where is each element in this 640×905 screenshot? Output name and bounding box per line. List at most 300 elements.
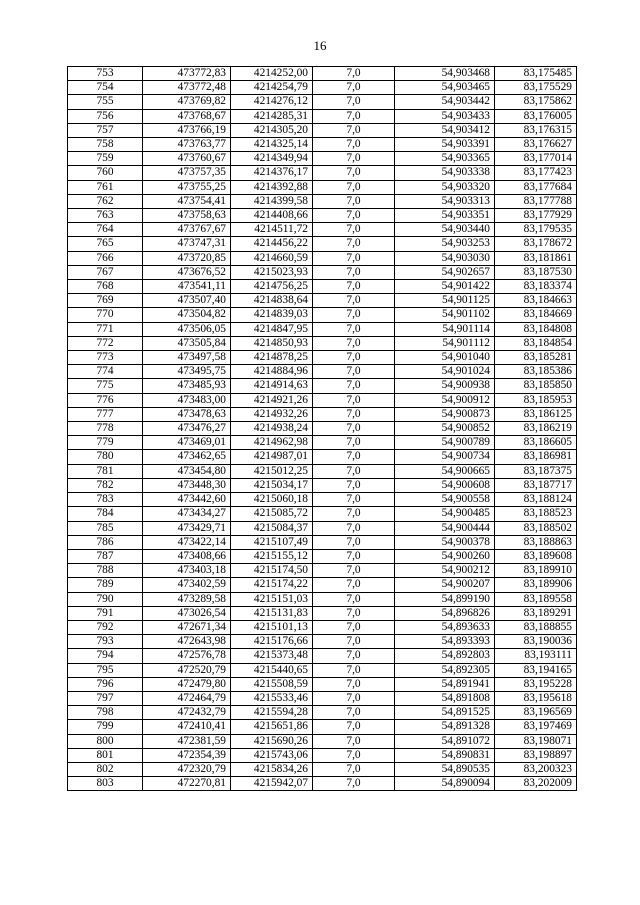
table-row	[68, 478, 577, 492]
latitude-cell: 54,890831	[395, 748, 495, 762]
height-cell: 7,0	[313, 691, 395, 705]
x-coordinate-cell: 473402,59	[143, 578, 231, 592]
y-coordinate-cell: 4215101,13	[231, 620, 313, 634]
height-cell: 7,0	[313, 748, 395, 762]
x-coordinate-cell: 473772,48	[143, 81, 231, 95]
longitude-cell: 83,181861	[495, 251, 577, 265]
table-row	[68, 578, 577, 592]
height-cell: 7,0	[313, 81, 395, 95]
page-number: 16	[313, 38, 327, 53]
x-coordinate-cell: 473676,52	[143, 265, 231, 279]
x-coordinate-cell: 472270,81	[143, 777, 231, 791]
y-coordinate-cell: 4214962,98	[231, 436, 313, 450]
y-coordinate-cell: 4215084,37	[231, 521, 313, 535]
y-coordinate-cell: 4215151,03	[231, 592, 313, 606]
table-row	[68, 95, 577, 109]
longitude-cell: 83,186125	[495, 407, 577, 421]
x-coordinate-cell: 473289,58	[143, 592, 231, 606]
longitude-cell: 83,184854	[495, 336, 577, 350]
height-cell: 7,0	[313, 152, 395, 166]
height-cell: 7,0	[313, 379, 395, 393]
longitude-cell: 83,188855	[495, 620, 577, 634]
longitude-cell: 83,197469	[495, 720, 577, 734]
longitude-cell: 83,195228	[495, 677, 577, 691]
x-coordinate-cell: 473505,84	[143, 336, 231, 350]
table-row	[68, 762, 577, 776]
longitude-cell: 83,189558	[495, 592, 577, 606]
x-coordinate-cell: 473429,71	[143, 521, 231, 535]
table-row	[68, 706, 577, 720]
latitude-cell: 54,893393	[395, 635, 495, 649]
point-number-cell: 754	[68, 81, 143, 95]
table-row	[68, 493, 577, 507]
table-row	[68, 336, 577, 350]
height-cell: 7,0	[313, 336, 395, 350]
point-number-cell: 755	[68, 95, 143, 109]
latitude-cell: 54,900665	[395, 464, 495, 478]
longitude-cell: 83,184669	[495, 308, 577, 322]
x-coordinate-cell: 473767,67	[143, 223, 231, 237]
x-coordinate-cell: 472381,59	[143, 734, 231, 748]
point-number-cell: 772	[68, 336, 143, 350]
table-row	[68, 606, 577, 620]
latitude-cell: 54,900734	[395, 450, 495, 464]
x-coordinate-cell: 472671,34	[143, 620, 231, 634]
table-row	[68, 109, 577, 123]
table-row	[68, 521, 577, 535]
y-coordinate-cell: 4215012,25	[231, 464, 313, 478]
point-number-cell: 781	[68, 464, 143, 478]
point-number-cell: 777	[68, 407, 143, 421]
x-coordinate-cell: 473504,82	[143, 308, 231, 322]
x-coordinate-cell: 472464,79	[143, 691, 231, 705]
x-coordinate-cell: 473448,30	[143, 478, 231, 492]
table-row	[68, 393, 577, 407]
y-coordinate-cell: 4214285,31	[231, 109, 313, 123]
point-number-cell: 788	[68, 564, 143, 578]
height-cell: 7,0	[313, 109, 395, 123]
y-coordinate-cell: 4214252,00	[231, 67, 313, 81]
y-coordinate-cell: 4214660,59	[231, 251, 313, 265]
height-cell: 7,0	[313, 535, 395, 549]
x-coordinate-cell: 473763,77	[143, 138, 231, 152]
table-row	[68, 81, 577, 95]
point-number-cell: 778	[68, 422, 143, 436]
height-cell: 7,0	[313, 649, 395, 663]
y-coordinate-cell: 4215440,65	[231, 663, 313, 677]
x-coordinate-cell: 472320,79	[143, 762, 231, 776]
x-coordinate-cell: 473478,63	[143, 407, 231, 421]
table-row	[68, 464, 577, 478]
height-cell: 7,0	[313, 677, 395, 691]
x-coordinate-cell: 473747,31	[143, 237, 231, 251]
height-cell: 7,0	[313, 294, 395, 308]
y-coordinate-cell: 4214838,64	[231, 294, 313, 308]
x-coordinate-cell: 473766,19	[143, 123, 231, 137]
x-coordinate-cell: 473495,75	[143, 365, 231, 379]
table-row	[68, 180, 577, 194]
x-coordinate-cell: 473483,00	[143, 393, 231, 407]
x-coordinate-cell: 473476,27	[143, 422, 231, 436]
y-coordinate-cell: 4215743,06	[231, 748, 313, 762]
x-coordinate-cell: 473454,80	[143, 464, 231, 478]
table-row	[68, 549, 577, 563]
table-row	[68, 209, 577, 223]
latitude-cell: 54,890094	[395, 777, 495, 791]
y-coordinate-cell: 4214839,03	[231, 308, 313, 322]
table-row	[68, 251, 577, 265]
point-number-cell: 791	[68, 606, 143, 620]
x-coordinate-cell: 473754,41	[143, 194, 231, 208]
height-cell: 7,0	[313, 251, 395, 265]
latitude-cell: 54,903365	[395, 152, 495, 166]
height-cell: 7,0	[313, 138, 395, 152]
y-coordinate-cell: 4214938,24	[231, 422, 313, 436]
height-cell: 7,0	[313, 265, 395, 279]
height-cell: 7,0	[313, 507, 395, 521]
point-number-cell: 792	[68, 620, 143, 634]
x-coordinate-cell: 473422,14	[143, 535, 231, 549]
coordinates-table-body	[68, 67, 577, 791]
longitude-cell: 83,178672	[495, 237, 577, 251]
height-cell: 7,0	[313, 578, 395, 592]
latitude-cell: 54,900212	[395, 564, 495, 578]
point-number-cell: 790	[68, 592, 143, 606]
point-number-cell: 767	[68, 265, 143, 279]
y-coordinate-cell: 4215023,93	[231, 265, 313, 279]
latitude-cell: 54,903253	[395, 237, 495, 251]
longitude-cell: 83,183374	[495, 280, 577, 294]
longitude-cell: 83,189608	[495, 549, 577, 563]
x-coordinate-cell: 473442,60	[143, 493, 231, 507]
latitude-cell: 54,896826	[395, 606, 495, 620]
x-coordinate-cell: 473403,18	[143, 564, 231, 578]
x-coordinate-cell: 473026,54	[143, 606, 231, 620]
longitude-cell: 83,175529	[495, 81, 577, 95]
height-cell: 7,0	[313, 777, 395, 791]
y-coordinate-cell: 4215651,86	[231, 720, 313, 734]
point-number-cell: 776	[68, 393, 143, 407]
height-cell: 7,0	[313, 223, 395, 237]
point-number-cell: 794	[68, 649, 143, 663]
longitude-cell: 83,198071	[495, 734, 577, 748]
latitude-cell: 54,900608	[395, 478, 495, 492]
longitude-cell: 83,184808	[495, 322, 577, 336]
height-cell: 7,0	[313, 762, 395, 776]
latitude-cell: 54,900938	[395, 379, 495, 393]
latitude-cell: 54,890535	[395, 762, 495, 776]
coordinates-table	[67, 66, 577, 791]
longitude-cell: 83,187530	[495, 265, 577, 279]
longitude-cell: 83,176005	[495, 109, 577, 123]
table-row	[68, 322, 577, 336]
point-number-cell: 800	[68, 734, 143, 748]
table-row	[68, 422, 577, 436]
height-cell: 7,0	[313, 322, 395, 336]
height-cell: 7,0	[313, 720, 395, 734]
latitude-cell: 54,901112	[395, 336, 495, 350]
point-number-cell: 758	[68, 138, 143, 152]
height-cell: 7,0	[313, 280, 395, 294]
x-coordinate-cell: 472410,41	[143, 720, 231, 734]
y-coordinate-cell: 4214376,17	[231, 166, 313, 180]
point-number-cell: 775	[68, 379, 143, 393]
y-coordinate-cell: 4215373,48	[231, 649, 313, 663]
height-cell: 7,0	[313, 592, 395, 606]
table-row	[68, 67, 577, 81]
point-number-cell: 761	[68, 180, 143, 194]
point-number-cell: 760	[68, 166, 143, 180]
y-coordinate-cell: 4214511,72	[231, 223, 313, 237]
latitude-cell: 54,901114	[395, 322, 495, 336]
longitude-cell: 83,187717	[495, 478, 577, 492]
longitude-cell: 83,186219	[495, 422, 577, 436]
x-coordinate-cell: 473506,05	[143, 322, 231, 336]
table-row	[68, 635, 577, 649]
latitude-cell: 54,891808	[395, 691, 495, 705]
point-number-cell: 763	[68, 209, 143, 223]
y-coordinate-cell: 4215034,17	[231, 478, 313, 492]
longitude-cell: 83,185386	[495, 365, 577, 379]
height-cell: 7,0	[313, 663, 395, 677]
longitude-cell: 83,179535	[495, 223, 577, 237]
latitude-cell: 54,891941	[395, 677, 495, 691]
latitude-cell: 54,902657	[395, 265, 495, 279]
longitude-cell: 83,177684	[495, 180, 577, 194]
latitude-cell: 54,900558	[395, 493, 495, 507]
height-cell: 7,0	[313, 478, 395, 492]
y-coordinate-cell: 4215834,26	[231, 762, 313, 776]
y-coordinate-cell: 4214392,88	[231, 180, 313, 194]
height-cell: 7,0	[313, 308, 395, 322]
y-coordinate-cell: 4214921,26	[231, 393, 313, 407]
point-number-cell: 798	[68, 706, 143, 720]
table-row	[68, 436, 577, 450]
point-number-cell: 797	[68, 691, 143, 705]
x-coordinate-cell: 473758,63	[143, 209, 231, 223]
point-number-cell: 766	[68, 251, 143, 265]
table-row	[68, 379, 577, 393]
point-number-cell: 756	[68, 109, 143, 123]
x-coordinate-cell: 473755,25	[143, 180, 231, 194]
height-cell: 7,0	[313, 67, 395, 81]
x-coordinate-cell: 472520,79	[143, 663, 231, 677]
x-coordinate-cell: 473469,01	[143, 436, 231, 450]
point-number-cell: 771	[68, 322, 143, 336]
height-cell: 7,0	[313, 450, 395, 464]
table-row	[68, 194, 577, 208]
latitude-cell: 54,901102	[395, 308, 495, 322]
latitude-cell: 54,901024	[395, 365, 495, 379]
x-coordinate-cell: 473541,11	[143, 280, 231, 294]
point-number-cell: 769	[68, 294, 143, 308]
longitude-cell: 83,189910	[495, 564, 577, 578]
table-row	[68, 592, 577, 606]
x-coordinate-cell: 473757,35	[143, 166, 231, 180]
latitude-cell: 54,901125	[395, 294, 495, 308]
table-row	[68, 237, 577, 251]
y-coordinate-cell: 4215594,28	[231, 706, 313, 720]
longitude-cell: 83,189906	[495, 578, 577, 592]
table-row	[68, 748, 577, 762]
table-row	[68, 123, 577, 137]
latitude-cell: 54,903468	[395, 67, 495, 81]
table-row	[68, 564, 577, 578]
latitude-cell: 54,892305	[395, 663, 495, 677]
table-row	[68, 223, 577, 237]
height-cell: 7,0	[313, 464, 395, 478]
point-number-cell: 770	[68, 308, 143, 322]
longitude-cell: 83,188124	[495, 493, 577, 507]
longitude-cell: 83,195618	[495, 691, 577, 705]
latitude-cell: 54,903320	[395, 180, 495, 194]
y-coordinate-cell: 4214914,63	[231, 379, 313, 393]
x-coordinate-cell: 473720,85	[143, 251, 231, 265]
latitude-cell: 54,900789	[395, 436, 495, 450]
longitude-cell: 83,175485	[495, 67, 577, 81]
height-cell: 7,0	[313, 209, 395, 223]
y-coordinate-cell: 4214884,96	[231, 365, 313, 379]
latitude-cell: 54,900873	[395, 407, 495, 421]
longitude-cell: 83,185281	[495, 351, 577, 365]
y-coordinate-cell: 4215085,72	[231, 507, 313, 521]
y-coordinate-cell: 4214756,25	[231, 280, 313, 294]
y-coordinate-cell: 4214254,79	[231, 81, 313, 95]
longitude-cell: 83,190036	[495, 635, 577, 649]
table-row	[68, 507, 577, 521]
latitude-cell: 54,903442	[395, 95, 495, 109]
longitude-cell: 83,184663	[495, 294, 577, 308]
point-number-cell: 765	[68, 237, 143, 251]
longitude-cell: 83,188523	[495, 507, 577, 521]
y-coordinate-cell: 4214408,66	[231, 209, 313, 223]
x-coordinate-cell: 472479,80	[143, 677, 231, 691]
longitude-cell: 83,198897	[495, 748, 577, 762]
y-coordinate-cell: 4215942,07	[231, 777, 313, 791]
y-coordinate-cell: 4214456,22	[231, 237, 313, 251]
table-row	[68, 777, 577, 791]
x-coordinate-cell: 473769,82	[143, 95, 231, 109]
latitude-cell: 54,903391	[395, 138, 495, 152]
latitude-cell: 54,903338	[395, 166, 495, 180]
latitude-cell: 54,900444	[395, 521, 495, 535]
height-cell: 7,0	[313, 564, 395, 578]
height-cell: 7,0	[313, 422, 395, 436]
longitude-cell: 83,188502	[495, 521, 577, 535]
table-row	[68, 407, 577, 421]
x-coordinate-cell: 473772,83	[143, 67, 231, 81]
latitude-cell: 54,901040	[395, 351, 495, 365]
longitude-cell: 83,202009	[495, 777, 577, 791]
height-cell: 7,0	[313, 493, 395, 507]
latitude-cell: 54,900852	[395, 422, 495, 436]
longitude-cell: 83,176627	[495, 138, 577, 152]
point-number-cell: 787	[68, 549, 143, 563]
latitude-cell: 54,900378	[395, 535, 495, 549]
longitude-cell: 83,188863	[495, 535, 577, 549]
y-coordinate-cell: 4214276,12	[231, 95, 313, 109]
table-row	[68, 265, 577, 279]
x-coordinate-cell: 473760,67	[143, 152, 231, 166]
x-coordinate-cell: 473434,27	[143, 507, 231, 521]
longitude-cell: 83,177423	[495, 166, 577, 180]
height-cell: 7,0	[313, 407, 395, 421]
latitude-cell: 54,903412	[395, 123, 495, 137]
height-cell: 7,0	[313, 706, 395, 720]
longitude-cell: 83,196569	[495, 706, 577, 720]
table-row	[68, 620, 577, 634]
y-coordinate-cell: 4214932,26	[231, 407, 313, 421]
height-cell: 7,0	[313, 166, 395, 180]
latitude-cell: 54,893633	[395, 620, 495, 634]
x-coordinate-cell: 472643,98	[143, 635, 231, 649]
longitude-cell: 83,194165	[495, 663, 577, 677]
x-coordinate-cell: 472354,39	[143, 748, 231, 762]
latitude-cell: 54,892803	[395, 649, 495, 663]
longitude-cell: 83,186981	[495, 450, 577, 464]
height-cell: 7,0	[313, 180, 395, 194]
point-number-cell: 774	[68, 365, 143, 379]
table-row	[68, 280, 577, 294]
latitude-cell: 54,899190	[395, 592, 495, 606]
height-cell: 7,0	[313, 436, 395, 450]
height-cell: 7,0	[313, 521, 395, 535]
table-row	[68, 649, 577, 663]
y-coordinate-cell: 4214850,93	[231, 336, 313, 350]
table-row	[68, 677, 577, 691]
table-row	[68, 166, 577, 180]
y-coordinate-cell: 4214878,25	[231, 351, 313, 365]
height-cell: 7,0	[313, 734, 395, 748]
height-cell: 7,0	[313, 237, 395, 251]
y-coordinate-cell: 4215508,59	[231, 677, 313, 691]
table-row	[68, 535, 577, 549]
longitude-cell: 83,177014	[495, 152, 577, 166]
height-cell: 7,0	[313, 620, 395, 634]
y-coordinate-cell: 4215131,83	[231, 606, 313, 620]
x-coordinate-cell: 473408,66	[143, 549, 231, 563]
table-row	[68, 720, 577, 734]
x-coordinate-cell: 472576,78	[143, 649, 231, 663]
latitude-cell: 54,903351	[395, 209, 495, 223]
latitude-cell: 54,891072	[395, 734, 495, 748]
longitude-cell: 83,185850	[495, 379, 577, 393]
x-coordinate-cell: 473497,58	[143, 351, 231, 365]
y-coordinate-cell: 4214847,95	[231, 322, 313, 336]
y-coordinate-cell: 4215176,66	[231, 635, 313, 649]
point-number-cell: 789	[68, 578, 143, 592]
latitude-cell: 54,903313	[395, 194, 495, 208]
point-number-cell: 773	[68, 351, 143, 365]
point-number-cell: 802	[68, 762, 143, 776]
point-number-cell: 757	[68, 123, 143, 137]
y-coordinate-cell: 4215060,18	[231, 493, 313, 507]
latitude-cell: 54,903433	[395, 109, 495, 123]
table-row	[68, 138, 577, 152]
latitude-cell: 54,901422	[395, 280, 495, 294]
table-row	[68, 663, 577, 677]
point-number-cell: 779	[68, 436, 143, 450]
y-coordinate-cell: 4215155,12	[231, 549, 313, 563]
height-cell: 7,0	[313, 393, 395, 407]
height-cell: 7,0	[313, 635, 395, 649]
longitude-cell: 83,200323	[495, 762, 577, 776]
latitude-cell: 54,903440	[395, 223, 495, 237]
point-number-cell: 764	[68, 223, 143, 237]
latitude-cell: 54,891525	[395, 706, 495, 720]
table-row	[68, 152, 577, 166]
point-number-cell: 799	[68, 720, 143, 734]
